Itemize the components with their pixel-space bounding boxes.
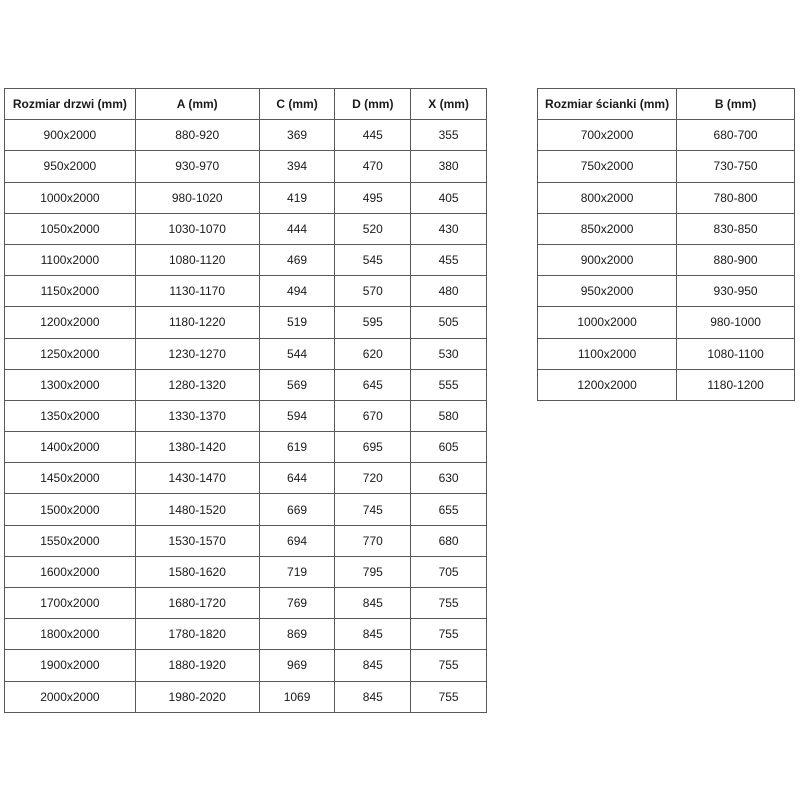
table-cell: 380: [411, 151, 487, 182]
table-cell: 695: [335, 432, 411, 463]
column-header: D (mm): [335, 89, 411, 120]
table-cell: 1530-1570: [135, 525, 259, 556]
table-cell: 719: [259, 556, 335, 587]
table-cell: 705: [411, 556, 487, 587]
table-row: [5, 276, 487, 307]
table-cell: 730-750: [677, 151, 795, 182]
table-cell: 480: [411, 276, 487, 307]
table-cell: 680-700: [677, 120, 795, 151]
table-cell: 950x2000: [538, 276, 677, 307]
table-cell: 845: [335, 650, 411, 681]
table-cell: 469: [259, 244, 335, 275]
column-header: Rozmiar ścianki (mm): [538, 89, 677, 120]
table-cell: 1250x2000: [5, 338, 136, 369]
table-cell: 430: [411, 213, 487, 244]
table-cell: 930-950: [677, 276, 795, 307]
table-cell: 580: [411, 400, 487, 431]
table-cell: 2000x2000: [5, 681, 136, 712]
table-cell: 1080-1100: [677, 338, 795, 369]
table-cell: 694: [259, 525, 335, 556]
table-cell: 1700x2000: [5, 588, 136, 619]
column-header: A (mm): [135, 89, 259, 120]
table-cell: 369: [259, 120, 335, 151]
table-cell: 1100x2000: [5, 244, 136, 275]
table-row: [5, 182, 487, 213]
table-cell: 1130-1170: [135, 276, 259, 307]
column-header: X (mm): [411, 89, 487, 120]
table-cell: 780-800: [677, 182, 795, 213]
table-cell: 1880-1920: [135, 650, 259, 681]
table-cell: 845: [335, 619, 411, 650]
table-row: [5, 619, 487, 650]
table-cell: 1180-1200: [677, 369, 795, 400]
table-row: [538, 276, 795, 307]
table-row: [5, 307, 487, 338]
table-cell: 645: [335, 369, 411, 400]
table-cell: 555: [411, 369, 487, 400]
table-cell: 495: [335, 182, 411, 213]
table-cell: 800x2000: [538, 182, 677, 213]
table-cell: 1100x2000: [538, 338, 677, 369]
table-cell: 494: [259, 276, 335, 307]
table-cell: 569: [259, 369, 335, 400]
table-cell: 505: [411, 307, 487, 338]
table-cell: 620: [335, 338, 411, 369]
table-cell: 850x2000: [538, 213, 677, 244]
table-cell: 619: [259, 432, 335, 463]
table-cell: 1180-1220: [135, 307, 259, 338]
table-cell: 745: [335, 494, 411, 525]
table-cell: 1280-1320: [135, 369, 259, 400]
table-cell: 1550x2000: [5, 525, 136, 556]
table-cell: 394: [259, 151, 335, 182]
table-cell: 455: [411, 244, 487, 275]
table-row: [5, 400, 487, 431]
table-row: [5, 650, 487, 681]
table-cell: 900x2000: [538, 244, 677, 275]
table-cell: 630: [411, 463, 487, 494]
table-cell: 1230-1270: [135, 338, 259, 369]
table-cell: 830-850: [677, 213, 795, 244]
table-row: [5, 556, 487, 587]
table-cell: 1350x2000: [5, 400, 136, 431]
table-cell: 845: [335, 681, 411, 712]
table-row: [538, 151, 795, 182]
table-cell: 880-920: [135, 120, 259, 151]
table-cell: 769: [259, 588, 335, 619]
table-cell: 530: [411, 338, 487, 369]
table-row: [5, 494, 487, 525]
table-cell: 1030-1070: [135, 213, 259, 244]
table-cell: 755: [411, 681, 487, 712]
table-cell: 519: [259, 307, 335, 338]
table-cell: 900x2000: [5, 120, 136, 151]
table-cell: 1680-1720: [135, 588, 259, 619]
table-cell: 1900x2000: [5, 650, 136, 681]
table-cell: 880-900: [677, 244, 795, 275]
table-cell: 355: [411, 120, 487, 151]
table-cell: 755: [411, 588, 487, 619]
table-cell: 750x2000: [538, 151, 677, 182]
table-cell: 869: [259, 619, 335, 650]
table-row: [5, 432, 487, 463]
table-cell: 570: [335, 276, 411, 307]
table-cell: 1200x2000: [538, 369, 677, 400]
column-header: C (mm): [259, 89, 335, 120]
table-cell: 670: [335, 400, 411, 431]
table-cell: 544: [259, 338, 335, 369]
table-cell: 470: [335, 151, 411, 182]
table-row: [5, 151, 487, 182]
table-cell: 1780-1820: [135, 619, 259, 650]
table-row: [538, 307, 795, 338]
table-cell: 1450x2000: [5, 463, 136, 494]
table-cell: 669: [259, 494, 335, 525]
table-cell: 1580-1620: [135, 556, 259, 587]
table-cell: 545: [335, 244, 411, 275]
table-cell: 1050x2000: [5, 213, 136, 244]
table-cell: 720: [335, 463, 411, 494]
table-cell: 1500x2000: [5, 494, 136, 525]
table-cell: 755: [411, 650, 487, 681]
wall-panel-sizes-table: [537, 88, 795, 401]
table-cell: 644: [259, 463, 335, 494]
table-cell: 1380-1420: [135, 432, 259, 463]
table-row: [5, 369, 487, 400]
table-cell: 770: [335, 525, 411, 556]
table-cell: 605: [411, 432, 487, 463]
table-cell: 969: [259, 650, 335, 681]
table-cell: 1200x2000: [5, 307, 136, 338]
table-cell: 419: [259, 182, 335, 213]
door-sizes-table: [4, 88, 487, 713]
table-row: [5, 525, 487, 556]
table-cell: 520: [335, 213, 411, 244]
table-cell: 594: [259, 400, 335, 431]
table-cell: 930-970: [135, 151, 259, 182]
table-cell: 1330-1370: [135, 400, 259, 431]
table-cell: 1080-1120: [135, 244, 259, 275]
table-cell: 655: [411, 494, 487, 525]
table-cell: 1480-1520: [135, 494, 259, 525]
table-row: [5, 338, 487, 369]
table-cell: 1000x2000: [538, 307, 677, 338]
table-cell: 680: [411, 525, 487, 556]
table-row: [5, 463, 487, 494]
table-cell: 595: [335, 307, 411, 338]
table-cell: 1980-2020: [135, 681, 259, 712]
table-cell: 1000x2000: [5, 182, 136, 213]
table-cell: 755: [411, 619, 487, 650]
table-row: [538, 369, 795, 400]
table-row: [538, 120, 795, 151]
header-row: [538, 89, 795, 120]
table-row: [538, 182, 795, 213]
table-cell: 1430-1470: [135, 463, 259, 494]
table-cell: 444: [259, 213, 335, 244]
table-cell: 1069: [259, 681, 335, 712]
table-row: [538, 338, 795, 369]
table-cell: 980-1000: [677, 307, 795, 338]
table-row: [5, 244, 487, 275]
table-cell: 795: [335, 556, 411, 587]
table-row: [5, 213, 487, 244]
table-row: [5, 588, 487, 619]
table-cell: 1150x2000: [5, 276, 136, 307]
table-cell: 980-1020: [135, 182, 259, 213]
table-cell: 700x2000: [538, 120, 677, 151]
table-row: [5, 120, 487, 151]
table-cell: 845: [335, 588, 411, 619]
table-cell: 445: [335, 120, 411, 151]
column-header: B (mm): [677, 89, 795, 120]
column-header: Rozmiar drzwi (mm): [5, 89, 136, 120]
table-cell: 1400x2000: [5, 432, 136, 463]
table-cell: 405: [411, 182, 487, 213]
table-cell: 1600x2000: [5, 556, 136, 587]
table-cell: 1800x2000: [5, 619, 136, 650]
table-cell: 950x2000: [5, 151, 136, 182]
table-row: [5, 681, 487, 712]
header-row: [5, 89, 487, 120]
table-row: [538, 213, 795, 244]
table-cell: 1300x2000: [5, 369, 136, 400]
table-row: [538, 244, 795, 275]
